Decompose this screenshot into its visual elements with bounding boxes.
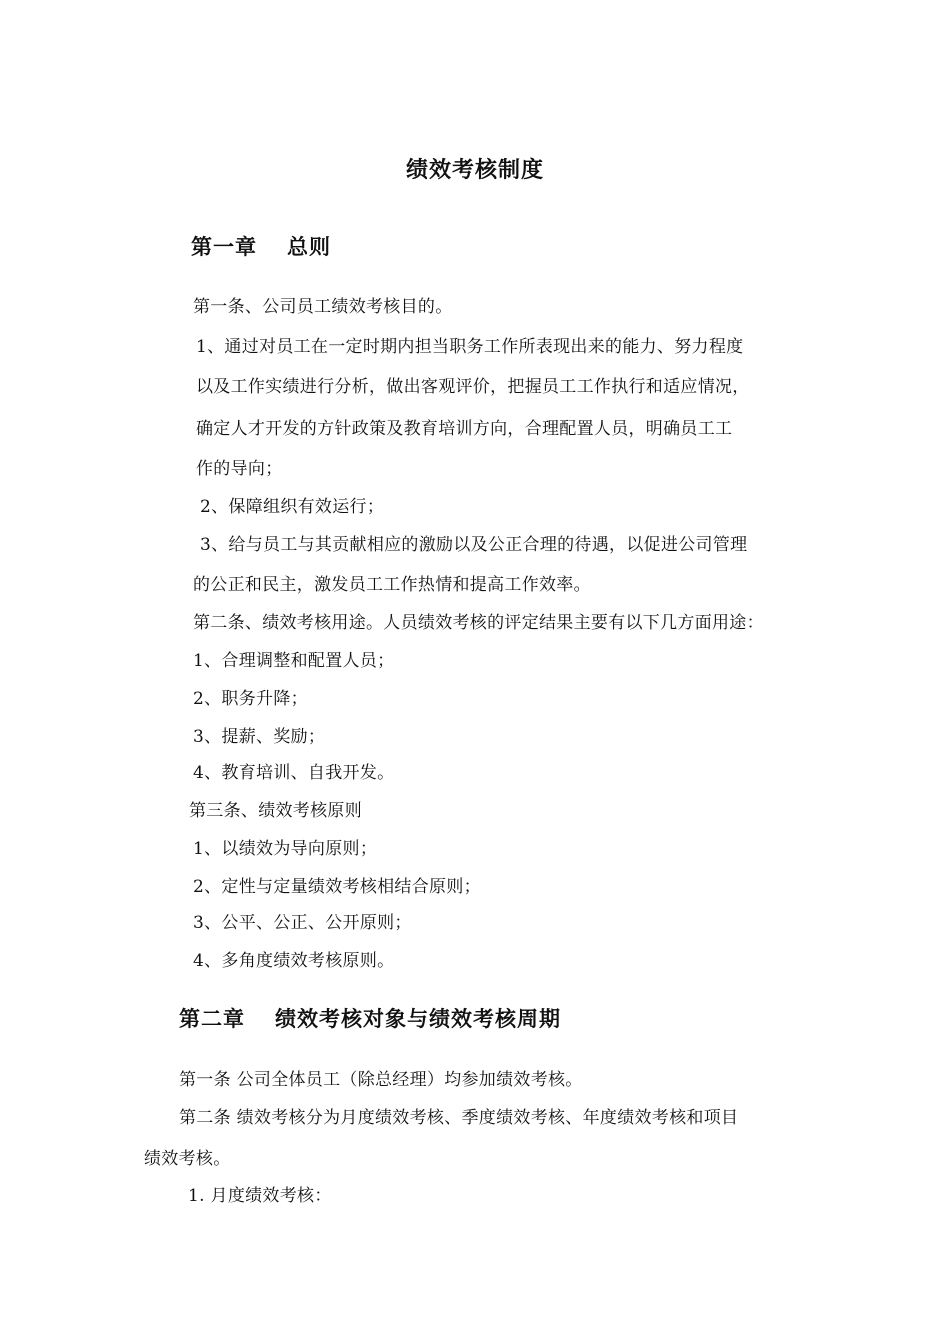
- document-title: 绩效考核制度: [405, 158, 544, 183]
- chapter-1-heading: [191, 232, 331, 262]
- chapter-1-name: 总则: [287, 235, 331, 259]
- article-1-item-1-line-4: 作的导向；: [196, 459, 283, 479]
- chapter-2-article-2-line-2: 绩效考核。: [144, 1149, 231, 1169]
- article-2-item-4: 4、教育培训、自我开发。: [193, 763, 395, 783]
- article-3-item-4: 4、多角度绩效考核原则。: [193, 951, 395, 971]
- article-2-item-1: 1、合理调整和配置人员；: [193, 651, 395, 671]
- article-1-item-1-line-3: 确定人才开发的方针政策及教育培训方向，合理配置人员，明确员工工: [196, 419, 733, 439]
- chapter-1-number: 第一章: [191, 235, 257, 259]
- article-1-item-1-line-1: 1、通过对员工在一定时期内担当职务工作所表现出来的能力、努力程度: [196, 337, 744, 357]
- chapter-2-heading: [179, 1004, 561, 1034]
- article-2-item-3: 3、提薪、奖励；: [193, 727, 326, 747]
- article-1-item-3-line-1: 3、给与员工与其贡献相应的激励以及公正合理的待遇，以促进公司管理: [200, 535, 748, 555]
- chapter-2-name: 绩效考核对象与绩效考核周期: [275, 1007, 561, 1031]
- article-3-item-2: 2、定性与定量绩效考核相结合原则；: [193, 877, 481, 897]
- chapter-2-article-2-line-1: 第二条 绩效考核分为月度绩效考核、季度绩效考核、年度绩效考核和项目: [179, 1108, 739, 1128]
- chapter-2-item-1: 1. 月度绩效考核：: [188, 1186, 332, 1206]
- article-2-item-2: 2、职务升降；: [193, 689, 308, 709]
- article-1-item-2: 2、保障组织有效运行；: [200, 497, 385, 517]
- article-3-title: 第三条、绩效考核原则: [189, 801, 362, 821]
- article-1-title: 第一条、公司员工绩效考核目的。: [193, 297, 453, 317]
- chapter-2-number: 第二章: [179, 1007, 245, 1031]
- article-3-item-3: 3、公平、公正、公开原则；: [193, 913, 412, 933]
- article-1-item-1-line-2: 以及工作实绩进行分析，做出客观评价，把握员工工作执行和适应情况，: [196, 377, 750, 397]
- chapter-2-article-1: 第一条 公司全体员工（除总经理）均参加绩效考核。: [179, 1070, 583, 1090]
- article-3-item-1: 1、以绩效为导向原则；: [193, 839, 378, 859]
- article-2-title: 第二条、绩效考核用途。人员绩效考核的评定结果主要有以下几方面用途：: [193, 613, 764, 633]
- article-1-item-3-line-2: 的公正和民主，激发员工工作热情和提高工作效率。: [193, 575, 591, 595]
